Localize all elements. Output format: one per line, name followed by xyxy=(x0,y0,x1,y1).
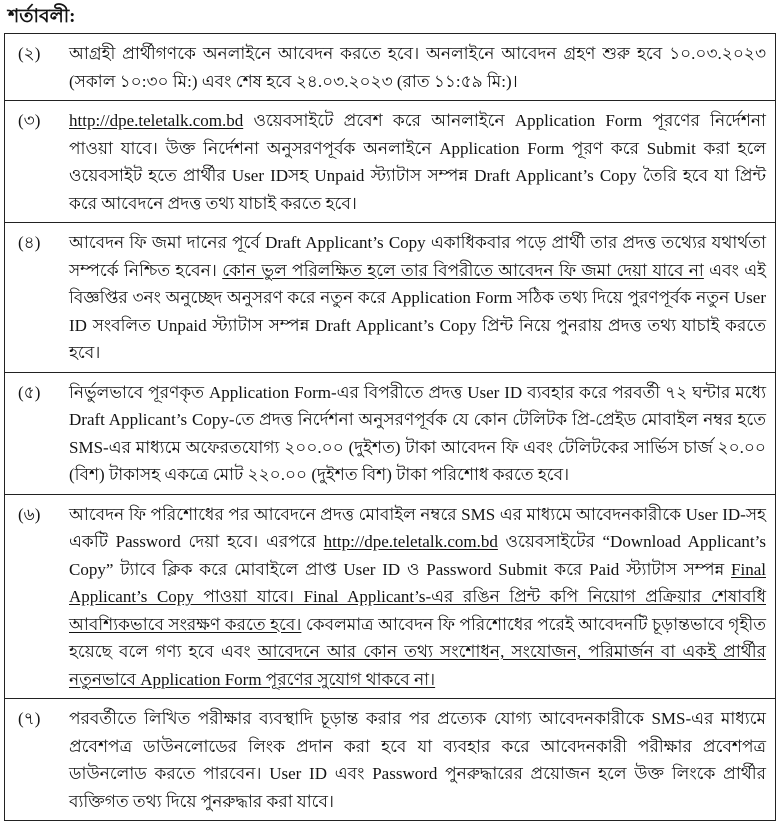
text-segment: কেবলমাত্র আবেদন ফি পরিশোধের পরেই আবেদনটি চূড়ান্তভাবে গৃহীত হয়েছে বলে গণ্য হবে এবং xyxy=(69,614,766,661)
text-segment: আগ্রহী প্রার্থীগণকে অনলাইনে আবেদন করতে হবে। অনলাইনে আবেদন গ্রহণ শুরু হবে ১০.০৩.২০২৩ (সকাল ১০:৩০ মি:) এবং শেষ হবে ২৪.০৩.২০২৩ (রাত ১১:৫৯ মি:)। xyxy=(69,44,766,91)
condition-text xyxy=(61,34,775,100)
condition-number: (৭) xyxy=(18,709,41,728)
condition-text xyxy=(61,699,775,820)
text-segment: নির্ভুলভাবে পূরণকৃত Application Form-এর বিপরীতে প্রদত্ত User ID ব্যবহার করে পরবর্তী ৭২ ঘন্টার মধ্যে Draft Applicant’s Copy-তে প্রদত্ত নির্দেশনা অনুসরণপূর্বক যে কোন টেলিটক প্রি-প্রেইড মোবাইল নম্বর হতে SMS-এর মাধ্যমে অফেরতযোগ্য ২০০.০০ (দুইশত) টাকা আবেদন ফি এবং টেলিটকের সার্ভিস চার্জ ২০.০০ (বিশ) টাকাসহ একত্রে মোট ২২০.০০ (দুইশত বিশ) টাকা পরিশোধ করতে হবে। xyxy=(69,382,766,484)
condition-row xyxy=(5,223,775,373)
condition-text xyxy=(61,495,775,699)
condition-number: (৩) xyxy=(18,111,41,130)
condition-number: (৫) xyxy=(18,382,41,402)
condition-row xyxy=(5,495,775,700)
text-segment: আবেদন ফি জমা দানের পূর্বে Draft Applicant’s Copy একাধিকবার পড়ে প্রার্থী তার প্রদত্ত তথ্যের যথার্থতা সম্পর্কে নিশ্চিত হবেন। xyxy=(69,233,766,280)
text-segment: আবেদন ফি পরিশোধের পর আবেদনে প্রদত্ত মোবাইল নম্বরে SMS এর মাধ্যমে আবেদনকারীকে User ID-সহ একটি Password দেয়া হবে। এরপরে xyxy=(69,504,766,551)
condition-number: (২) xyxy=(18,44,41,63)
section-title: শর্তাবলী: xyxy=(8,6,76,27)
text-segment: ওয়েবসাইটের “Download Applicant’s Copy” ট্যাবে ক্লিক করে মোবাইলে প্রাপ্ত User ID ও Password Submit করে Paid স্ট্যাটাস সম্পন্ন xyxy=(69,532,766,579)
underlined-text-segment: Final Applicant’s Copy পাওয়া যাবে। Final Applicant’s-এর রঙিন প্রিন্ট কপি নিয়োগ প্রক্রিয়ার শেষাবধি আবশ্যিকভাবে সংরক্ষণ করতে হবে। xyxy=(69,559,766,634)
condition-row xyxy=(5,34,775,101)
condition-row xyxy=(5,373,775,495)
underlined-text-segment: http://dpe.teletalk.com.bd xyxy=(69,111,244,130)
conditions-table xyxy=(4,33,776,821)
text-segment: এবং এই বিজ্ঞপ্তির ৩নং অনুচ্ছেদ অনুসরণ করে নতুন করে Application Form সঠিক তথ্য দিয়ে পুরণপূর্বক নতুন User ID সংবলিত Unpaid স্ট্যাটাস সম্পন্ন Draft Applicant’s Copy প্রিন্ট নিয়ে পুনরায় প্রদত্ত তথ্য যাচাই করতে হবে। xyxy=(69,260,766,362)
underlined-text-segment: http://dpe.teletalk.com.bd xyxy=(323,532,498,551)
condition-number: (৪) xyxy=(18,233,41,252)
text-segment: ওয়েবসাইটে প্রবেশ করে আনলাইনে Application Form পূরণের নির্দেশনা পাওয়া যাবে। উক্ত নির্দেশনা অনুসরণপূর্বক অনলাইনে Application Form পূরণ করে Submit করা হলে ওয়েবসাইট হতে প্রার্থীর User IDসহ Unpaid স্ট্যাটাস সম্পন্ন Draft Applicant’s Copy তৈরি হবে যা প্রিন্ট করে আবেদনে প্রদত্ত তথ্য যাচাই করতে হবে। xyxy=(69,111,766,213)
underlined-text-segment: কোন ভুল পরিলক্ষিত হলে তার বিপরীতে আবেদন ফি জমা দেয়া যাবে না xyxy=(222,260,704,280)
underlined-text-segment: আবেদনে আর কোন তথ্য সংশোধন, সংযোজন, পরিমার্জন বা একই প্রার্থীর নতুনভাবে Application Form পূরণের সুযোগ থাকবে না। xyxy=(69,642,767,689)
condition-text xyxy=(61,373,775,494)
text-segment: পরবর্তীতে লিখিত পরীক্ষার ব্যবস্থাদি চূড়ান্ত করার পর প্রত্যেক যোগ্য আবেদনকারীকে SMS-এর মাধ্যমে প্রবেশপত্র ডাউনলোডের লিংক প্রদান করা হবে যা ব্যবহার করে আবেদনকারী পরীক্ষার প্রবেশপত্র ডাউনলোড করতে পারবেন। User ID এবং Password পুনরুদ্ধারের প্রয়োজন হলে উক্ত লিংকে প্রার্থীর ব্যক্তিগত তথ্য দিয়ে পুনরুদ্ধার করা যাবে। xyxy=(69,709,766,811)
condition-row xyxy=(5,699,775,821)
condition-text xyxy=(61,223,775,372)
condition-text xyxy=(61,101,775,222)
condition-row xyxy=(5,101,775,223)
condition-number: (৬) xyxy=(18,504,41,524)
